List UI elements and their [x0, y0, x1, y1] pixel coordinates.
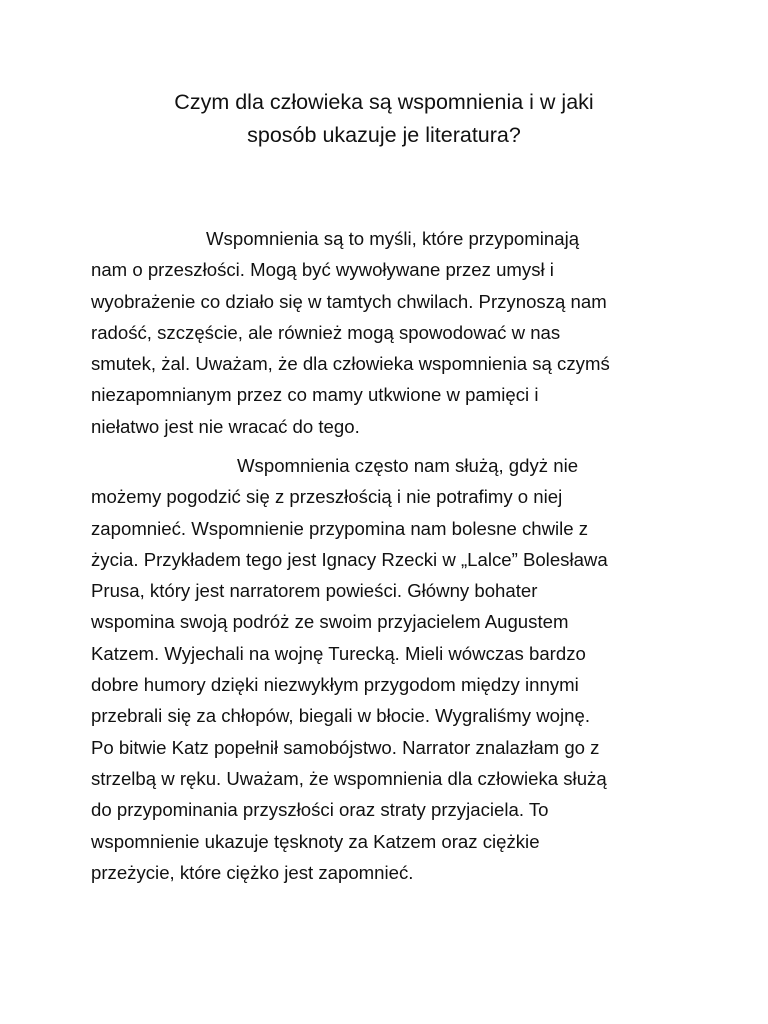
paragraph-line: nam o przeszłości. Mogą być wywoływane przez umysł i: [91, 259, 554, 281]
paragraph-line: strzelbą w ręku. Uważam, że wspomnienia dla człowieka służą: [91, 767, 607, 789]
paragraph-line: przebrali się za chłopów, biegali w błocie. Wygraliśmy wojnę.: [91, 705, 590, 727]
title-line: Czym dla człowieka są wspomnienia i w jaki: [174, 90, 594, 114]
paragraph-line: Katzem. Wyjechali na wojnę Turecką. Mieli wówczas bardzo: [91, 642, 586, 664]
paragraph-line: życia. Przykładem tego jest Ignacy Rzecki w „Lalce” Bolesława: [91, 548, 608, 570]
paragraph-line: niezapomnianym przez co mamy utkwione w pamięci i: [91, 384, 539, 406]
paragraph-line: Wspomnienia są to myśli, które przypominają: [206, 228, 580, 249]
paragraph-line: dobre humory dzięki niezwykłym przygodom między innymi: [91, 674, 579, 696]
paragraph-line: do przypominania przyszłości oraz straty przyjaciela. To: [91, 799, 549, 821]
paragraph-line: możemy pogodzić się z przeszłością i nie potrafimy o niej: [91, 486, 563, 508]
paragraph-line: wspomina swoją podróż ze swoim przyjacielem Augustem: [91, 611, 569, 633]
paragraph-line: zapomnieć. Wspomnienie przypomina nam bolesne chwile z: [91, 517, 589, 539]
title-line: sposób ukazuje je literatura?: [247, 123, 521, 147]
paragraph-line: radość, szczęście, ale również mogą spowodować w nas: [91, 321, 561, 343]
paragraph-line: Prusa, który jest narratorem powieści. Główny bohater: [91, 580, 538, 602]
paragraph-line: niełatwo jest nie wracać do tego.: [91, 415, 360, 437]
paragraph-1: [91, 223, 691, 442]
paragraph-line: smutek, żal. Uważam, że dla człowieka wspomnienia są czymś: [91, 353, 610, 375]
paragraph-line: wspomnienie ukazuje tęsknoty za Katzem oraz ciężkie: [91, 830, 540, 852]
paragraph-line: Wspomnienia często nam służą, gdyż nie: [237, 455, 579, 476]
paragraph-line: przeżycie, które ciężko jest zapomnieć.: [91, 861, 414, 883]
essay-title: [90, 86, 678, 152]
paragraph-line: Po bitwie Katz popełnił samobójstwo. Narrator znalazłam go z: [91, 736, 600, 758]
paragraph-line: wyobrażenie co działo się w tamtych chwilach. Przynoszą nam: [91, 290, 607, 312]
paragraph-2: [91, 450, 691, 888]
